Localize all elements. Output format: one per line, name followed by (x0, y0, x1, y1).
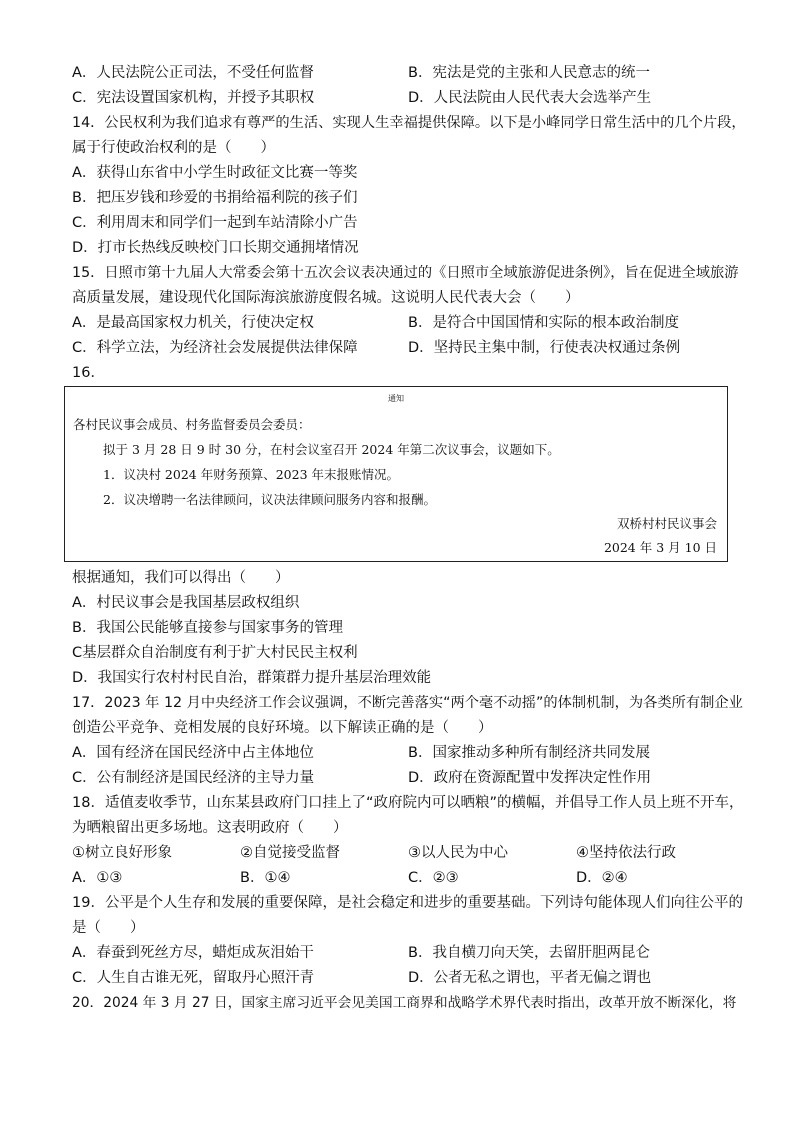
q18-option-d: D．②④ (576, 870, 628, 886)
q15-option-a: A．是最高国家权力机关，行使决定权 (72, 315, 314, 331)
notice-date: 2024 年 3 月 10 日 (603, 540, 717, 555)
q17-option-b: B．国家推动多种所有制经济共同发展 (408, 745, 650, 761)
q19-option-d: D．公者无私之谓也，平者无偏之谓也 (408, 970, 652, 986)
notice-signer: 双桥村村民议事会 (616, 516, 717, 531)
q13-option-a: A．人民法院公正司法，不受任何监督 (72, 65, 314, 81)
q15-stem-line2: 高质量发展，建设现代化国际海滨旅游度假名城。这说明人民代表大会（ ） (72, 290, 580, 306)
notice-box (64, 386, 728, 562)
q16-number: 16． (72, 365, 105, 381)
q20-stem-line1: 20．2024 年 3 月 27 日，国家主席习近平会见美国工商界和战略学术界代表时指出，改革开放不断深化，将 (72, 995, 737, 1011)
q15-option-c: C．科学立法，为经济社会发展提供法律保障 (72, 340, 358, 356)
q17-option-a: A．国有经济在国民经济中占主体地位 (72, 745, 314, 761)
q16-option-c: C基层群众自治制度有利于扩大村民民主权利 (72, 645, 358, 661)
q19-stem-line2: 是（ ） (72, 920, 145, 936)
q13-option-d: D．人民法院由人民代表大会选举产生 (408, 90, 652, 106)
q19-option-a: A．春蚕到死丝方尽，蜡炬成灰泪始干 (72, 945, 314, 961)
notice-body: 拟于 3 月 28 日 9 时 30 分，在村会议室召开 2024 年第二次议事会，议题如下。 (103, 442, 560, 457)
q18-option-b: B．①④ (240, 870, 291, 886)
q19-option-c: C．人生自古谁无死，留取丹心照汗青 (72, 970, 315, 986)
q16-option-a: A．村民议事会是我国基层政权组织 (72, 595, 300, 611)
q14-option-d: D．打市长热线反映校门口长期交通拥堵情况 (72, 240, 359, 256)
q17-stem-line1: 17．2023 年 12 月中央经济工作会议强调，不断完善落实“两个毫不动摇”的体制机制，为各类所有制企业 (72, 695, 743, 711)
q15-stem-line1: 15．日照市第十九届人大常委会第十五次会议表决通过的《日照市全域旅游促进条例》，旨在促进全域旅游 (72, 265, 739, 281)
notice-item-2: 2．议决增聘一名法律顾问，议决法律顾问服务内容和报酬。 (103, 492, 436, 507)
q19-stem-line1: 19．公平是个人生存和发展的重要保障，是社会稳定和进步的重要基础。下列诗句能体现人们向往公平的 (72, 895, 743, 911)
q13-option-b: B．宪法是党的主张和人民意志的统一 (408, 65, 650, 81)
q18-stem-line2: 为晒粮留出更多场地。这表明政府（ ） (72, 820, 348, 836)
q15-option-b: B．是符合中国国情和实际的根本政治制度 (408, 315, 679, 331)
q16-option-d: D．我国实行农村村民自治，群策群力提升基层治理效能 (72, 670, 432, 686)
notice-item-1: 1．议决村 2024 年财务预算、2023 年末报账情况。 (103, 467, 399, 482)
q16-stem: 根据通知，我们可以得出（ ） (72, 570, 290, 586)
q14-stem-line1: 14．公民权利为我们追求有尊严的生活、实现人生幸福提供保障。以下是小峰同学日常生活中的几个片段， (72, 115, 746, 131)
q18-statement-2: ②自觉接受监督 (240, 845, 340, 861)
q18-statement-3: ③以人民为中心 (408, 845, 508, 861)
q15-option-d: D．坚持民主集中制，行使表决权通过条例 (408, 340, 681, 356)
q18-option-c: C．②③ (408, 870, 459, 886)
q14-option-c: C．利用周末和同学们一起到车站清除小广告 (72, 215, 358, 231)
q18-statement-4: ④坚持依法行政 (576, 845, 676, 861)
q18-statement-1: ①树立良好形象 (72, 845, 172, 861)
q13-option-c: C．宪法设置国家机构，并授予其职权 (72, 90, 315, 106)
notice-title: 通知 (388, 394, 404, 403)
q18-option-a: A．①③ (72, 870, 123, 886)
q17-option-d: D．政府在资源配置中发挥决定性作用 (408, 770, 652, 786)
q14-option-b: B．把压岁钱和珍爱的书捐给福利院的孩子们 (72, 190, 358, 206)
q16-option-b: B．我国公民能够直接参与国家事务的管理 (72, 620, 343, 636)
q17-stem-line2: 创造公平竞争、竞相发展的良好环境。以下解读正确的是（ ） (72, 720, 493, 736)
q14-option-a: A．获得山东省中小学生时政征文比赛一等奖 (72, 165, 358, 181)
q18-stem-line1: 18．适值麦收季节，山东某县政府门口挂上了“政府院内可以晒粮”的横幅，并倡导工作人员上班不开车， (72, 795, 744, 811)
q14-stem-line2: 属于行使政治权利的是（ ） (72, 140, 275, 156)
q19-option-b: B．我自横刀向天笑，去留肝胆两昆仑 (408, 945, 650, 961)
notice-addressee: 各村民议事会成员、村务监督委员会委员： (73, 417, 311, 432)
q17-option-c: C．公有制经济是国民经济的主导力量 (72, 770, 315, 786)
